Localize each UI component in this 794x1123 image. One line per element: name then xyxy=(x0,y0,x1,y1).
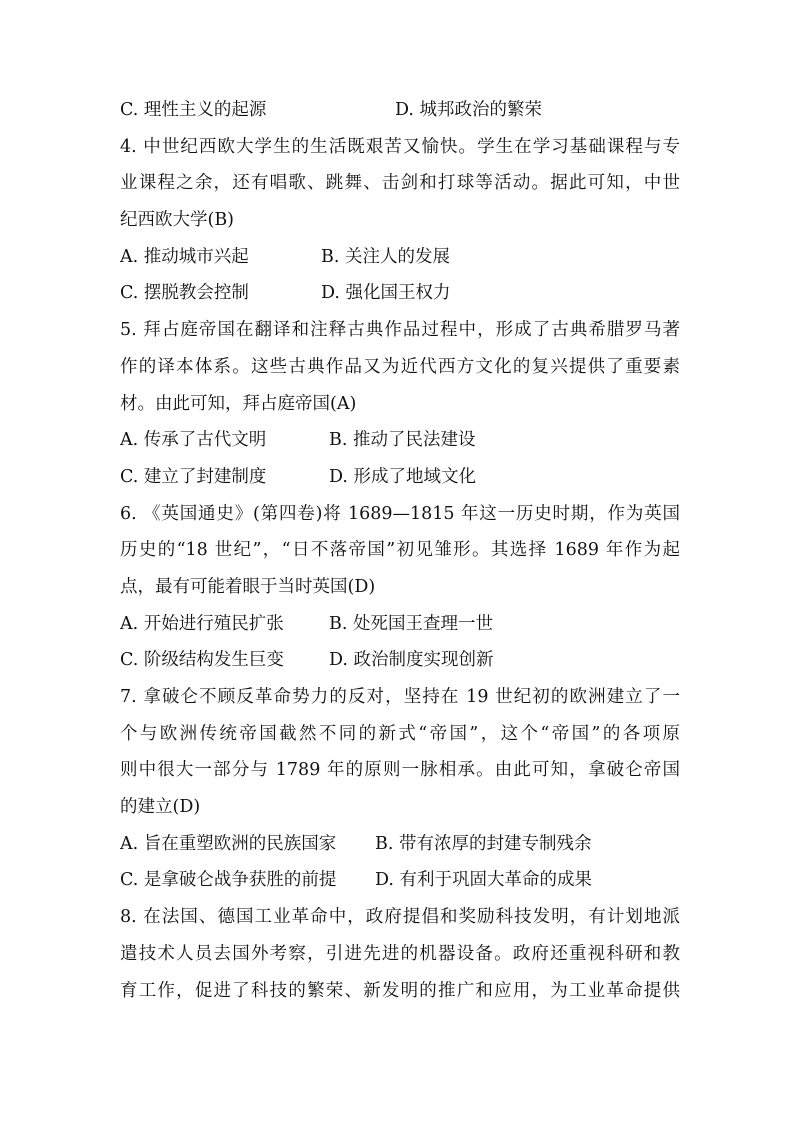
question-5-option-c: C. 建立了封建制度 xyxy=(120,466,267,487)
question-7-option-a: A. 旨在重塑欧洲的民族国家 xyxy=(120,833,337,854)
question-8-line-3: 育工作，促进了科技的繁荣、新发明的推广和应用，为工业革命提供 xyxy=(120,980,680,1001)
question-4-option-b: B. 关注人的发展 xyxy=(321,246,450,267)
question-4-options-row-2 xyxy=(120,275,680,312)
question-4-option-a: A. 推动城市兴起 xyxy=(120,246,249,267)
question-6-line-1: 6. 《英国通史》(第四卷)将 1689—1815 年这一历史时期，作为英国 xyxy=(120,503,680,524)
question-7-option-b: B. 带有浓厚的封建专制残余 xyxy=(375,833,592,854)
question-6-line-2: 历史的“18 世纪”，“日不落帝国”初见雏形。其选择 1689 年作为起 xyxy=(120,540,680,561)
question-5-line-3: 材。由此可知，拜占庭帝国(A) xyxy=(120,393,357,414)
question-7-line-4: 的建立(D) xyxy=(120,797,201,818)
question-6-option-a: A. 开始进行殖民扩张 xyxy=(120,613,284,634)
exam-page xyxy=(120,92,680,1009)
question-6-option-d: D. 政治制度实现创新 xyxy=(329,650,494,671)
question-5-option-d: D. 形成了地域文化 xyxy=(329,466,477,487)
question-5-line-1: 5. 拜占庭帝国在翻译和注释古典作品过程中，形成了古典希腊罗马著 xyxy=(120,320,680,341)
question-6-options-row-1 xyxy=(120,606,680,643)
question-8-line-2: 遣技术人员去国外考察，引进先进的机器设备。政府还重视科研和教 xyxy=(120,943,680,964)
question-4-line-3: 纪西欧大学(B) xyxy=(120,210,235,231)
q3-option-c: C. 理性主义的起源 xyxy=(120,100,267,120)
question-4-line-2: 业课程之余，还有唱歌、跳舞、击剑和打球等活动。据此可知，中世 xyxy=(120,173,680,194)
question-6-line-3: 点，最有可能着眼于当时英国(D) xyxy=(120,576,376,597)
question-6-options-row-2 xyxy=(120,642,680,679)
question-4-option-c: C. 摆脱教会控制 xyxy=(120,283,249,304)
question-8 xyxy=(120,899,680,1009)
question-7-option-d: D. 有利于巩固大革命的成果 xyxy=(375,870,593,891)
question-7-line-3: 则中很大一部分与 1789 年的原则一脉相承。由此可知，拿破仑帝国 xyxy=(120,760,680,781)
question-7 xyxy=(120,679,680,899)
question-6-option-c: C. 阶级结构发生巨变 xyxy=(120,650,284,671)
question-7-line-1: 7. 拿破仑不顾反革命势力的反对，坚持在 19 世纪初的欧洲建立了一 xyxy=(120,687,680,707)
question-7-option-c: C. 是拿破仑战争获胜的前提 xyxy=(120,870,337,891)
q3-option-d: D. 城邦政治的繁荣 xyxy=(395,100,543,120)
question-4 xyxy=(120,129,680,312)
question-5 xyxy=(120,312,680,495)
q3-options-row xyxy=(120,92,680,129)
question-4-option-d: D. 强化国王权力 xyxy=(321,283,451,304)
question-4-line-1: 4. 中世纪西欧大学生的生活既艰苦又愉快。学生在学习基础课程与专 xyxy=(120,136,680,157)
question-5-option-b: B. 推动了民法建设 xyxy=(329,430,476,451)
question-6 xyxy=(120,496,680,679)
question-8-line-1: 8. 在法国、德国工业革命中，政府提倡和奖励科技发明，有计划地派 xyxy=(120,907,680,928)
question-5-options-row-2 xyxy=(120,459,680,496)
question-7-options-row-1 xyxy=(120,826,680,863)
question-5-option-a: A. 传承了古代文明 xyxy=(120,430,267,451)
question-7-line-2: 个与欧洲传统帝国截然不同的新式“帝国”，这个“帝国”的各项原 xyxy=(120,723,680,744)
question-5-line-2: 作的译本体系。这些古典作品又为近代西方文化的复兴提供了重要素 xyxy=(120,356,680,377)
question-5-options-row-1 xyxy=(120,422,680,459)
question-4-options-row-1 xyxy=(120,239,680,276)
question-7-options-row-2 xyxy=(120,862,680,899)
question-6-option-b: B. 处死国王查理一世 xyxy=(329,613,493,634)
